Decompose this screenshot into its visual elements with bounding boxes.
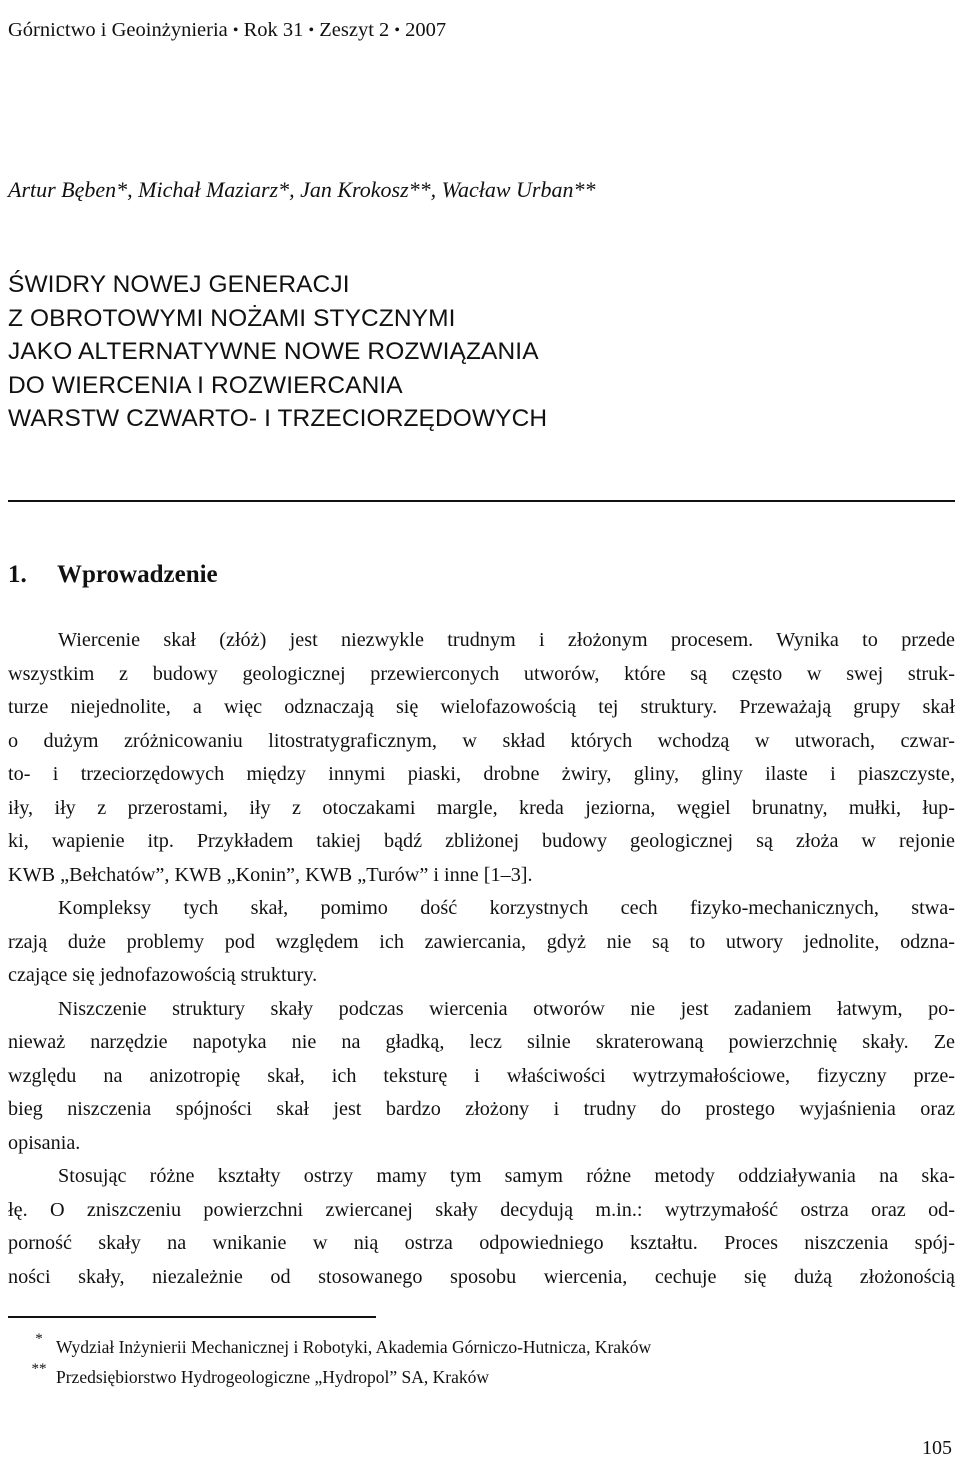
- journal-year: 2007: [405, 19, 447, 41]
- section-number: 1.: [8, 561, 27, 588]
- text-line: Niszczenie struktury skały podczas wiercenia otworów nie jest zadaniem łatwym, po-: [58, 997, 955, 1020]
- text-line: to- i trzeciorzędowych między innymi piaski, drobne żwiry, gliny, gliny ilaste i piaszczyste,: [8, 763, 955, 785]
- journal-name: Górnictwo i Geoinżynieria: [8, 19, 228, 41]
- section-heading: [8, 558, 948, 592]
- section-title: Wprowadzenie: [57, 561, 218, 588]
- text-line: łę. O zniszczeniu powierzchni zwiercanej skały decydują m.in.: wytrzymałość ostrza oraz od-: [8, 1198, 955, 1221]
- text-line: względu na anizotropię skał, ich teksturę i właściwości wytrzymałościowe, fizyczny prze-: [8, 1064, 955, 1087]
- author-list: Artur Bęben*, Michał Maziarz*, Jan Krokosz**, Wacław Urban**: [8, 177, 596, 202]
- footnote-text: Przedsiębiorstwo Hydrogeologiczne „Hydropol” SA, Kraków: [56, 1367, 490, 1387]
- footnote-mark: **: [31, 1361, 47, 1377]
- footnotes: [8, 1332, 948, 1392]
- title-line: WARSTW CZWARTO- I TRZECIORZĘDOWYCH: [8, 405, 548, 432]
- journal-issue-label: Zeszyt 2: [319, 19, 390, 41]
- footnote-text: Wydział Inżynierii Mechanicznej i Robotyki, Akademia Górniczo-Hutnicza, Kraków: [56, 1337, 652, 1357]
- text-line: ności skały, niezależnie od stosowanego sposobu wiercenia, cechuje się dużą złożonością: [8, 1265, 955, 1288]
- journal-year-label: Rok 31: [243, 19, 304, 41]
- text-line: wszystkim z budowy geologicznej przewierconych utworów, które są często w swej struk-: [8, 662, 955, 685]
- text-line: iły, iły z przerostami, iły z otoczakami margle, kreda jeziorna, węgiel brunatny, mułki, łup-: [8, 796, 955, 819]
- title-line: Z OBROTOWYMI NOŻAMI STYCZNYMI: [8, 304, 456, 332]
- footnote-divider: [8, 1316, 376, 1318]
- body-text: [8, 624, 955, 1294]
- title-divider: [8, 500, 955, 502]
- paper-title: [8, 268, 948, 436]
- text-line: bieg niszczenia spójności skał jest bardzo złożony i trudny do prostego wyjaśnienia oraz: [8, 1098, 955, 1120]
- text-line: rzają duże problemy pod względem ich zawiercania, gdyż nie są to utwory jednolite, odzna-: [8, 930, 955, 953]
- header-separator: •: [232, 22, 239, 39]
- text-line: nieważ narzędzie napotyka nie na gładką, lecz silnie skraterowaną powierzchnię skały. Ze: [8, 1031, 955, 1053]
- text-line: Kompleksy tych skał, pomimo dość korzystnych cech fizyko-mechanicznych, stwa-: [58, 897, 955, 919]
- footnote: [8, 1362, 948, 1392]
- footnote-mark: *: [35, 1331, 43, 1347]
- text-line: opisania.: [8, 1131, 81, 1154]
- footnote: [8, 1332, 948, 1362]
- title-line: ŚWIDRY NOWEJ GENERACJI: [8, 271, 350, 298]
- text-line: Wiercenie skał (złóż) jest niezwykle trudnym i złożonym procesem. Wynika to przede: [58, 629, 955, 651]
- title-line: JAKO ALTERNATYWNE NOWE ROZWIĄZANIA: [8, 338, 539, 365]
- text-line: KWB „Bełchatów”, KWB „Konin”, KWB „Turów” i inne [1–3].: [8, 863, 533, 886]
- text-line: Stosując różne kształty ostrzy mamy tym samym różne metody oddziaływania na ska-: [58, 1165, 955, 1187]
- header-separator: •: [308, 22, 315, 39]
- text-line: czające się jednofazowością struktury.: [8, 964, 318, 986]
- header-separator: •: [394, 22, 401, 39]
- text-line: ki, wapienie itp. Przykładem takiej bądź zbliżonej budowy geologicznej są złoża w rejonie: [8, 830, 955, 852]
- text-line: o dużym zróżnicowaniu litostratygraficznym, w skład których wchodzą w utworach, czwar-: [8, 729, 955, 752]
- title-line: DO WIERCENIA I ROZWIERCANIA: [8, 371, 403, 399]
- running-header: [8, 16, 948, 46]
- text-line: porność skały na wnikanie w nią ostrza odpowiedniego kształtu. Proces niszczenia spój-: [8, 1232, 955, 1254]
- text-line: turze niejednolite, a więc odznaczają się wielofazowością tej struktury. Przeważają grupy skał: [8, 696, 955, 718]
- page-number: 105: [922, 1437, 952, 1459]
